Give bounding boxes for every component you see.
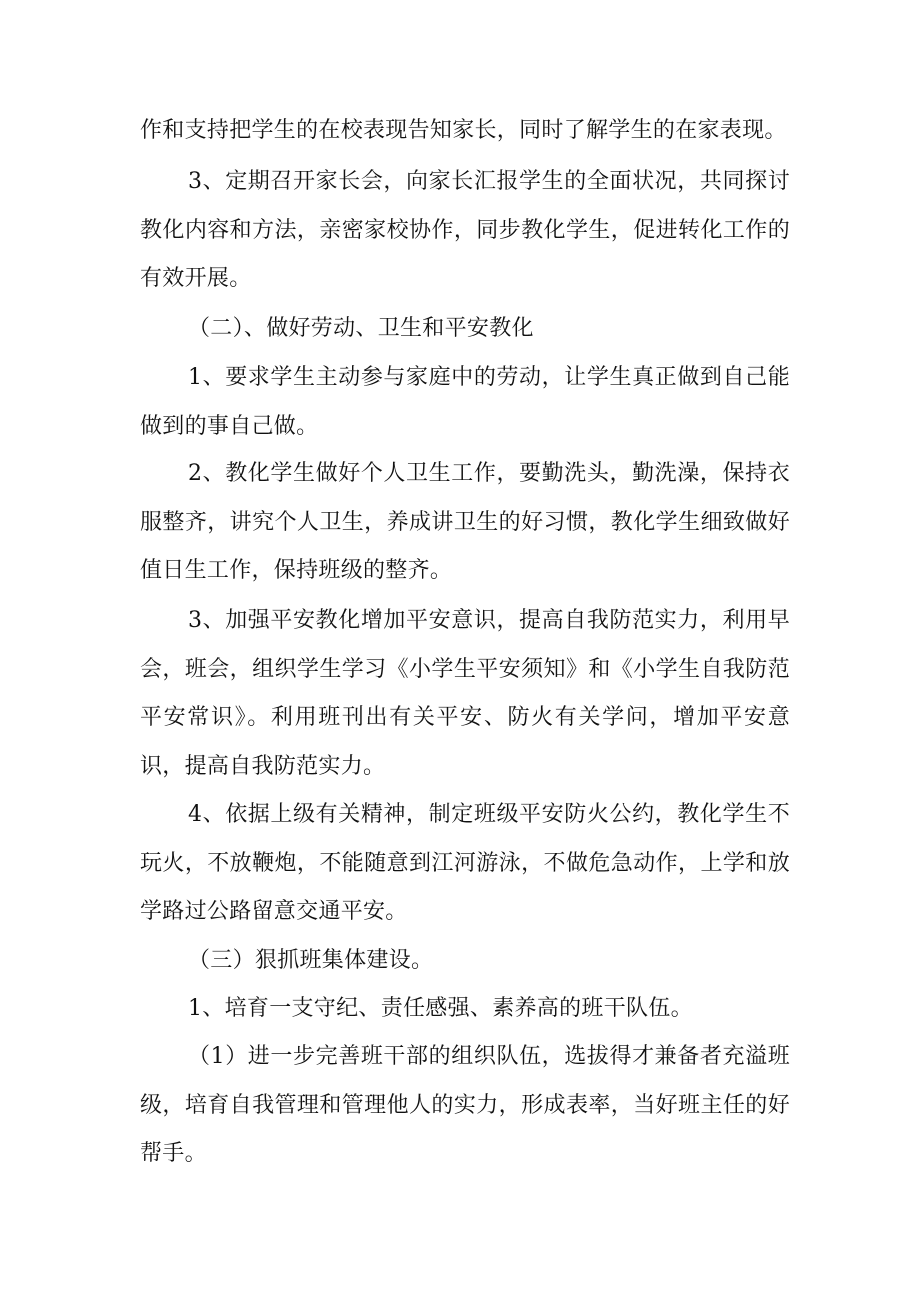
paragraph-item-3-parent-meeting: 3、定期召开家长会，向家长汇报学生的全面状况，共同探讨教化内容和方法，亲密家校协作，同步教化学生，促进转化工作的有效开展。 — [140, 169, 790, 291]
paragraph-item-3-safety: 3、加强平安教化增加平安意识，提高自我防范实力，利用早会，班会，组织学生学习《小学生平安须知》和《小学生自我防范平安常识》。利用班刊出有关平安、防火有关学问，增加平安意识，提高自我防范实力。 — [140, 608, 790, 779]
paragraph-subitem-1-organization: （1）进一步完善班干部的组织队伍，选拔得才兼备者充溢班级，培育自我管理和管理他人的实力，形成表率，当好班主任的好帮手。 — [140, 1044, 790, 1166]
section-heading-2: （二）、做好劳动、卫生和平安教化 — [188, 316, 534, 341]
paragraph-continuation: 作和支持把学生的在校表现告知家长，同时了解学生的在家表现。 — [140, 118, 787, 143]
section-heading-3: （三）狠抓班集体建设。 — [188, 948, 434, 973]
paragraph-item-1-labor: 1、要求学生主动参与家庭中的劳动，让学生真正做到自己能做到的事自己做。 — [140, 365, 790, 439]
paragraph-item-2-hygiene: 2、教化学生做好个人卫生工作，要勤洗头，勤洗澡，保持衣服整齐，讲究个人卫生，养成讲卫生的好习惯，教化学生细致做好值日生工作，保持班级的整齐。 — [140, 461, 790, 583]
paragraph-item-4-fire-safety: 4、依据上级有关精神，制定班级平安防火公约，教化学生不玩火，不放鞭炮，不能随意到江河游泳，不做危急动作，上学和放学路过公路留意交通平安。 — [140, 802, 790, 924]
paragraph-item-1-class-cadre: 1、培育一支守纪、责任感强、素养高的班干队伍。 — [188, 996, 693, 1021]
